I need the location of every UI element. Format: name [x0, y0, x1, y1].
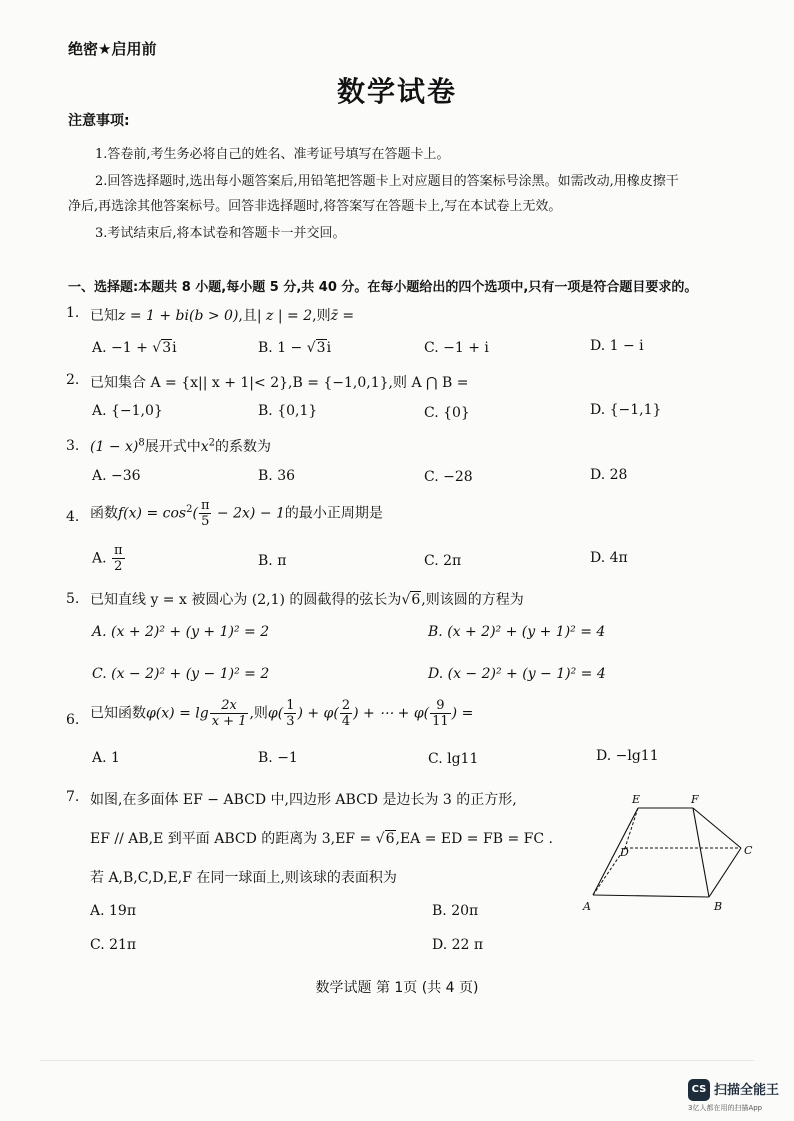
option-text: B. 1 −	[258, 340, 307, 356]
fraction-numerator: π	[114, 543, 123, 558]
edge-bc	[709, 848, 741, 897]
q7-text: ,EA = ED = FB = FC .	[395, 831, 553, 847]
fraction-numerator: π	[200, 498, 210, 513]
fraction-numerator: 2x	[210, 698, 249, 714]
fraction-numerator: 2	[341, 698, 351, 713]
q4-expr: f(x) = cos	[118, 505, 187, 522]
q1-expr: z̄ =	[330, 308, 355, 324]
q1-text: ,且	[238, 308, 257, 324]
q6-fraction	[210, 698, 249, 729]
q4-option-c: C. 2π	[424, 553, 462, 569]
sqrt-radicand: 3	[316, 340, 326, 356]
q2-option-a: A. {−1,0}	[92, 403, 163, 419]
scanner-tagline: 3亿人都在用的扫描App	[688, 1104, 763, 1112]
q3-option-b: B. 36	[258, 468, 296, 484]
fraction-numerator: 1	[286, 698, 295, 713]
section-heading: 一、选择题:本题共 8 小题,每小题 5 分,共 40 分。在每小题给出的四个选项中,只有一项是符合题目要求的。	[68, 280, 698, 295]
q6-expr: ) + ⋯ + φ(	[353, 705, 430, 722]
notice-item-2: 2.回答选择题时,选出每小题答案后,用铅笔把答题卡上对应题目的答案标号涂黑。如需改动,用橡皮擦干	[95, 174, 679, 189]
question-number: 7.	[66, 789, 80, 805]
q4-text: 函数	[90, 505, 118, 522]
question-7-line-2	[90, 828, 553, 848]
vertex-label-c: C	[744, 844, 753, 857]
question-2-stem: 已知集合 A = {x|| x + 1|< 2},B = {−1,0,1},则 A ⋂ B =	[90, 375, 469, 391]
q4-option-a	[92, 543, 126, 574]
q3-expr: (1 − x)	[90, 439, 139, 455]
q2-option-d: D. {−1,1}	[590, 402, 662, 418]
notice-item-2-cont: 净后,再选涂其他答案标号。回答非选择题时,将答案写在答题卡上,写在本试卷上无效。	[68, 199, 562, 214]
fraction-denominator: 11	[432, 714, 449, 729]
q1-option-d: D. 1 − i	[590, 338, 644, 354]
edge-fb	[693, 808, 709, 897]
option-text: i	[326, 340, 332, 356]
question-5-stem	[90, 589, 524, 609]
option-text: A.	[92, 550, 107, 567]
q7-option-d: D. 22 π	[432, 937, 484, 953]
q4-text: 的最小正周期是	[284, 505, 383, 522]
notice-heading: 注意事项:	[68, 113, 130, 129]
question-6-stem	[90, 698, 473, 729]
question-3-stem	[90, 436, 271, 456]
edge-ea	[593, 808, 638, 895]
q1-option-b	[258, 340, 331, 356]
question-4-stem	[90, 498, 383, 529]
divider	[40, 1060, 754, 1061]
vertex-label-e: E	[632, 793, 641, 806]
q2-option-c: C. {0}	[424, 405, 470, 421]
vertex-label-a: A	[583, 900, 591, 913]
q7-option-a: A. 19π	[90, 903, 137, 919]
q7-option-c: C. 21π	[90, 937, 137, 953]
question-number: 2.	[66, 372, 80, 388]
q1-option-c: C. −1 + i	[424, 340, 489, 356]
q4-a-fraction	[112, 543, 125, 574]
q6-text: ,则	[249, 705, 268, 722]
option-text: i	[172, 340, 177, 356]
q1-text: ,则	[312, 308, 331, 324]
q1-option-a	[92, 340, 177, 356]
fraction-denominator: x + 1	[211, 714, 247, 729]
q7-option-b: B. 20π	[432, 903, 479, 919]
vertex-label-b: B	[714, 900, 723, 913]
sqrt-radicand: 6	[411, 592, 421, 608]
page-title: 数学试卷	[336, 75, 457, 108]
scanner-app-name: 扫描全能王	[714, 1083, 780, 1098]
q7-text: EF // AB,E 到平面 ABCD 的距离为 3,EF =	[90, 831, 376, 847]
polyhedron-figure	[578, 790, 768, 915]
question-number: 4.	[66, 509, 80, 525]
sqrt-radicand: 3	[162, 340, 172, 356]
fraction-numerator: 9	[430, 698, 451, 714]
q4-expr: (	[192, 505, 198, 522]
q6-expr: ) + φ(	[297, 705, 339, 722]
sqrt-sign: √	[401, 592, 411, 608]
question-number: 1.	[66, 305, 80, 321]
q6-fraction	[430, 698, 451, 729]
question-1-stem	[90, 305, 354, 325]
vertex-label-d: D	[620, 846, 629, 859]
q1-expr: z = 1 + bi(b > 0)	[118, 308, 239, 324]
page-footer: 数学试题 第 1页 (共 4 页)	[315, 980, 479, 996]
q6-fraction	[340, 698, 352, 729]
q4-fraction	[199, 498, 212, 529]
q6-option-d: D. −lg11	[596, 748, 659, 764]
q6-expr: φ(	[267, 705, 284, 722]
vertex-label-f: F	[691, 793, 699, 806]
scanner-logo: CS	[688, 1079, 710, 1101]
q3-option-c: C. −28	[424, 469, 473, 485]
q6-expr: φ(x) = lg	[146, 705, 209, 722]
sqrt-sign: √	[152, 340, 162, 356]
fraction-denominator: 4	[341, 714, 351, 729]
edge-fc	[693, 808, 741, 848]
fraction-denominator: 5	[201, 514, 210, 529]
q3-var: x	[200, 439, 209, 455]
q6-option-c: C. lg11	[428, 751, 479, 767]
q1-expr: | z | = 2	[256, 308, 313, 324]
sqrt-sign: √	[306, 340, 316, 356]
question-number: 3.	[66, 438, 80, 454]
q4-exponent: 2	[186, 503, 193, 515]
q6-option-b: B. −1	[258, 750, 298, 766]
q6-fraction	[284, 698, 296, 729]
question-number: 6.	[66, 712, 80, 728]
q3-exponent: 8	[138, 437, 145, 449]
q5-text: 已知直线 y = x 被圆心为 (2,1) 的圆截得的弦长为	[90, 592, 402, 608]
sqrt-radicand: 6	[385, 831, 395, 847]
q2-option-b: B. {0,1}	[258, 403, 318, 419]
notice-item-3: 3.考试结束后,将本试卷和答题卡一并交回。	[95, 226, 346, 241]
q3-exponent: 2	[208, 437, 216, 449]
confidential-label: 绝密★启用前	[68, 40, 157, 58]
q3-text: 展开式中	[144, 439, 201, 455]
question-7-line-1: 如图,在多面体 EF − ABCD 中,四边形 ABCD 是边长为 3 的正方形,	[90, 792, 517, 808]
fraction-denominator: 3	[286, 714, 295, 729]
q5-option-d: D. (x − 2)² + (y − 1)² = 4	[428, 666, 606, 682]
q5-text: ,则该圆的方程为	[421, 592, 524, 608]
sqrt-sign: √	[375, 831, 385, 847]
edge-ab	[593, 895, 709, 897]
q5-option-c: C. (x − 2)² + (y − 1)² = 2	[92, 666, 270, 682]
question-number: 5.	[66, 591, 80, 607]
edge-ed-hidden	[625, 808, 638, 848]
q3-text: 的系数为	[215, 439, 272, 455]
q4-option-d: D. 4π	[590, 550, 628, 566]
fraction-denominator: 2	[114, 559, 123, 574]
question-7-line-3: 若 A,B,C,D,E,F 在同一球面上,则该球的表面积为	[90, 870, 397, 886]
q6-text: 已知函数	[90, 705, 146, 722]
q5-option-a: A. (x + 2)² + (y + 1)² = 2	[92, 624, 270, 640]
q1-text: 已知	[90, 308, 118, 324]
notice-item-1: 1.答卷前,考生务必将自己的姓名、准考证号填写在答题卡上。	[95, 147, 450, 162]
q6-expr: ) =	[451, 705, 474, 722]
q3-option-d: D. 28	[590, 467, 628, 483]
option-text: A. −1 +	[92, 340, 153, 356]
q6-option-a: A. 1	[92, 750, 120, 766]
q4-option-b: B. π	[258, 553, 287, 569]
q4-expr: − 2x) − 1	[212, 505, 285, 522]
q3-option-a: A. −36	[92, 468, 141, 484]
q5-option-b: B. (x + 2)² + (y + 1)² = 4	[428, 624, 606, 640]
